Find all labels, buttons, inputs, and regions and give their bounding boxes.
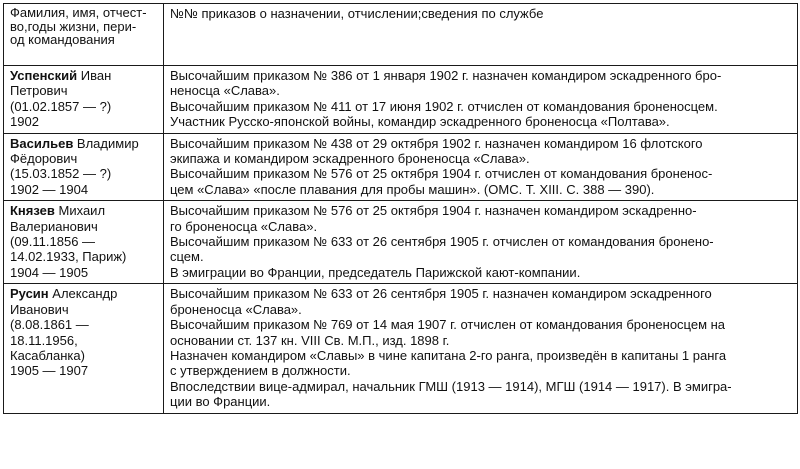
commander-patronymic: Валерианович (10, 218, 98, 234)
table-row (4, 201, 798, 284)
header-col1-line: Фамилия, имя, отчест- (10, 5, 147, 20)
command-period: 1902 — 1904 (10, 181, 89, 197)
commander-patronymic: Иванович (10, 301, 69, 317)
commander-surname: Васильев (10, 135, 74, 151)
commander-life-dates: (8.08.1861 — (10, 317, 89, 333)
service-entry: Впоследствии вице-адмирал, начальник ГМШ (1913 — 1914), МГШ (1914 — 1917). В эмигра- ции во Франции. (170, 378, 732, 410)
commander-surname: Успенский (10, 68, 78, 83)
commander-cell (4, 66, 164, 134)
commander-first-name: Александр (48, 286, 118, 302)
commander-life-dates: (09.11.1856 — (10, 234, 96, 250)
commander-first-name: Иван (77, 68, 112, 83)
commander-surname: Князев (10, 203, 55, 219)
service-entry: Назначен командиром «Славы» в чине капитана 2-го ранга, произведён в капитаны 1 ранга с утверждением в должности. (170, 347, 727, 379)
commander-first-name: Владимир (73, 135, 139, 151)
command-period: 1902 (10, 114, 39, 130)
header-col1-line: од командования (10, 32, 115, 47)
service-entry: Высочайшим приказом № 386 от 1 января 1902 г. назначен командиром эскадренного бро- неносца «Слава». (170, 68, 722, 99)
commander-life-dates: 18.11.1956, (10, 332, 78, 348)
table-row (4, 284, 798, 413)
table-row (4, 133, 798, 201)
commander-cell (4, 284, 164, 413)
service-entry: Высочайшим приказом № 576 от 25 октября 1904 г. отчислен от командования броненос- цем «Слава» «после плавания для пробы машин». (ОМС. Т. XIII. С. 388 — 390). (170, 166, 713, 197)
service-record-cell (164, 284, 798, 413)
commander-life-dates: Касабланка) (10, 347, 85, 363)
command-period: 1904 — 1905 (10, 264, 89, 280)
service-entry: Высочайшим приказом № 438 от 29 октября 1902 г. назначен командиром 16 флотского экипажа и командиром эскадренного броненосца «Слава». (170, 135, 703, 167)
service-entry: Высочайшим приказом № 576 от 25 октября 1904 г. назначен командиром эскадренно- го броненосца «Слава». (170, 203, 697, 234)
table-row (4, 66, 798, 134)
service-record-cell (164, 66, 798, 134)
service-entry: В эмиграции во Франции, председатель Парижской кают-компании. (170, 264, 581, 280)
service-entry: Высочайшим приказом № 769 от 14 мая 1907 г. отчислен от командования броненосцем на основании ст. 137 кн. VIII Св. М.П., изд. 1898 г. (170, 317, 726, 348)
commander-surname: Русин (10, 286, 49, 302)
commander-cell (4, 133, 164, 201)
service-entry: Высочайшим приказом № 633 от 26 сентября 1905 г. отчислен от командования бронено- сцем. (170, 234, 714, 265)
service-record-cell (164, 133, 798, 201)
commanders-table (3, 3, 798, 414)
commander-life-dates: (01.02.1857 — ?) (10, 98, 112, 114)
header-name-column (4, 4, 164, 66)
command-period: 1905 — 1907 (10, 363, 89, 379)
commander-life-dates: 14.02.1933, Париж) (10, 249, 127, 265)
service-entry: Участник Русско-японской войны, командир эскадренного броненосца «Полтава». (170, 114, 670, 130)
service-record-cell (164, 201, 798, 284)
commander-first-name: Михаил (54, 203, 106, 219)
header-orders-column (164, 4, 798, 66)
commander-patronymic: Фёдорович (10, 151, 78, 167)
commander-cell (4, 201, 164, 284)
commander-patronymic: Петрович (10, 83, 68, 99)
service-entry: Высочайшим приказом № 411 от 17 июня 1902 г. отчислен от командования броненосцем. (170, 98, 718, 114)
header-col2-text: №№ приказов о назначении, отчислении;сведения по службе (170, 6, 544, 21)
commander-life-dates: (15.03.1852 — ?) (10, 166, 112, 182)
service-entry: Высочайшим приказом № 633 от 26 сентября 1905 г. назначен командиром эскадренного броненосца «Слава». (170, 286, 712, 317)
header-col1-line: во,годы жизни, пери- (10, 18, 137, 34)
table-header-row (4, 4, 798, 66)
